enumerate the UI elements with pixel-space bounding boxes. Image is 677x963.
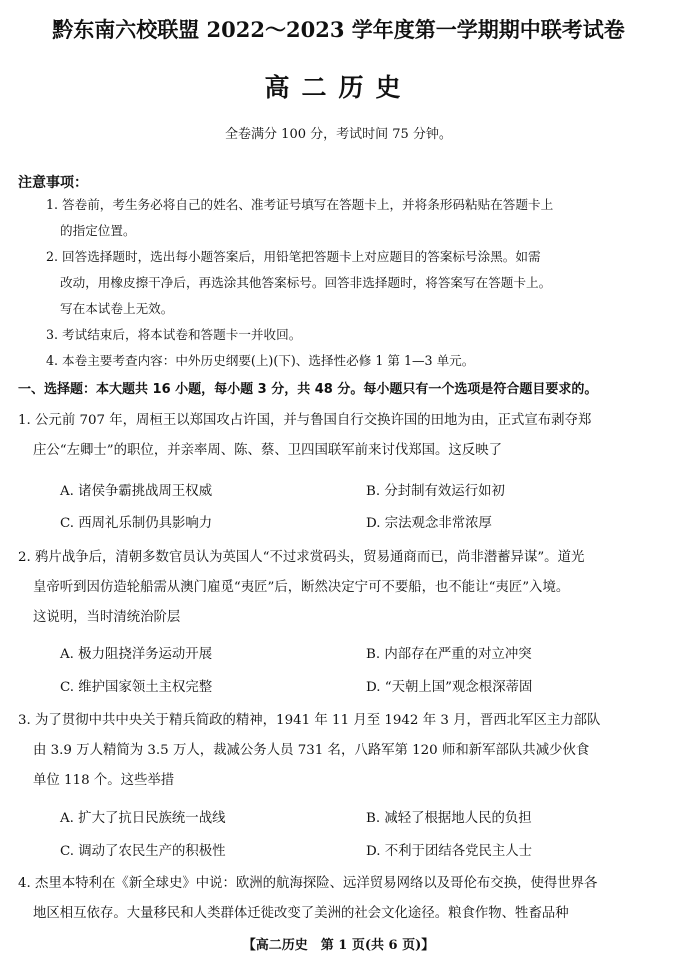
notice-item-1-cont: 的指定位置。 — [60, 223, 136, 238]
notice-list — [46, 192, 656, 374]
question-2-option-b: B. 内部存在严重的对立冲突 — [366, 647, 532, 662]
question-3-stem-line2: 由 3.9 万人精简为 3.5 万人，裁减公务人员 731 名，八路军第 120 师和新军部队共减少伙食 — [33, 743, 590, 758]
exam-title: 黔东南六校联盟 2022～2023 学年度第一学期期中联考试卷 — [52, 17, 625, 42]
question-1-option-c: C. 西周礼乐制仍具影响力 — [60, 516, 213, 531]
question-3-option-c: C. 调动了农民生产的积极性 — [60, 844, 226, 859]
question-1-stem-line1: 1. 公元前 707 年，周桓王以郑国攻占许国，并与鲁国自行交换许国的田地为由，正式宣布剥夺郑 — [18, 413, 592, 428]
subject-title: 高二历史 — [264, 73, 413, 102]
notice-item-2: 2. 回答选择题时，选出每小题答案后，用铅笔把答题卡上对应题目的答案标号涂黑。如需 — [46, 249, 541, 264]
notice-item-1: 1. 答卷前，考生务必将自己的姓名、准考证号填写在答题卡上，并将条形码粘贴在答题卡上 — [46, 197, 554, 212]
question-1-option-a: A. 诸侯争霸挑战周王权威 — [60, 484, 213, 499]
question-1-option-d: D. 宗法观念非常浓厚 — [366, 516, 492, 531]
question-3-option-b: B. 减轻了根据地人民的负担 — [366, 811, 532, 826]
section-heading: 一、选择题：本大题共 16 小题，每小题 3 分，共 48 分。每小题只有一个选项是符合题目要求的。 — [18, 382, 598, 397]
question-3-option-d: D. 不利于团结各党民主人士 — [366, 844, 533, 859]
page-footer: 【高二历史 第 1 页(共 6 页)】 — [242, 938, 435, 953]
notice-item-3: 3. 考试结束后，将本试卷和答题卡一并收回。 — [46, 327, 302, 342]
question-1-stem-line2: 庄公“左卿士”的职位，并亲率周、陈、蔡、卫四国联军前来讨伐郑国。这反映了 — [33, 443, 502, 458]
question-2 — [18, 543, 658, 633]
question-1 — [18, 406, 658, 466]
question-2-stem-line1: 2. 鸦片战争后，清朝多数官员认为英国人“不过求赏码头，贸易通商而已，尚非潜蓄异谋”。道光 — [18, 550, 585, 565]
notice-item-4: 4. 本卷主要考查内容：中外历史纲要(上)(下)、选择性必修 1 第 1—3 单元。 — [46, 353, 475, 368]
question-3-stem-line1: 3. 为了贯彻中共中央关于精兵简政的精神，1941 年 11 月至 1942 年 3 月，晋西北军区主力部队 — [18, 713, 601, 728]
question-3 — [18, 706, 658, 796]
question-4-stem-line2: 地区相互依存。大量移民和人类群体迁徙改变了美洲的社会文化途径。粮食作物、牲畜品种 — [33, 906, 569, 921]
question-2-stem-line3: 这说明，当时清统治阶层 — [33, 610, 181, 625]
question-4 — [18, 869, 658, 929]
question-2-option-d: D. “天朝上国”观念根深蒂固 — [366, 680, 533, 695]
question-4-stem-line1: 4. 杰里本特利在《新全球史》中说：欧洲的航海探险、远洋贸易网络以及哥伦布交换，使得世界各 — [18, 876, 598, 891]
question-2-stem-line2: 皇帝听到因仿造轮船需从澳门雇觅“夷匠”后，断然决定宁可不要船，也不能让“夷匠”入境。 — [33, 580, 570, 595]
notice-item-2-cont2: 写在本试卷上无效。 — [60, 301, 174, 316]
notice-item-2-cont: 改动，用橡皮擦干净后，再选涂其他答案标号。回答非选择题时，将答案写在答题卡上。 — [60, 275, 552, 290]
question-2-option-c: C. 维护国家领土主权完整 — [60, 680, 213, 695]
question-1-option-b: B. 分封制有效运行如初 — [366, 484, 505, 499]
question-2-option-a: A. 极力阻挠洋务运动开展 — [60, 647, 213, 662]
question-3-stem-line3: 单位 118 个。这些举措 — [33, 773, 175, 788]
question-3-option-a: A. 扩大了抗日民族统一战线 — [60, 811, 226, 826]
notice-heading: 注意事项： — [18, 175, 88, 191]
score-info: 全卷满分 100 分，考试时间 75 分钟。 — [225, 127, 452, 142]
